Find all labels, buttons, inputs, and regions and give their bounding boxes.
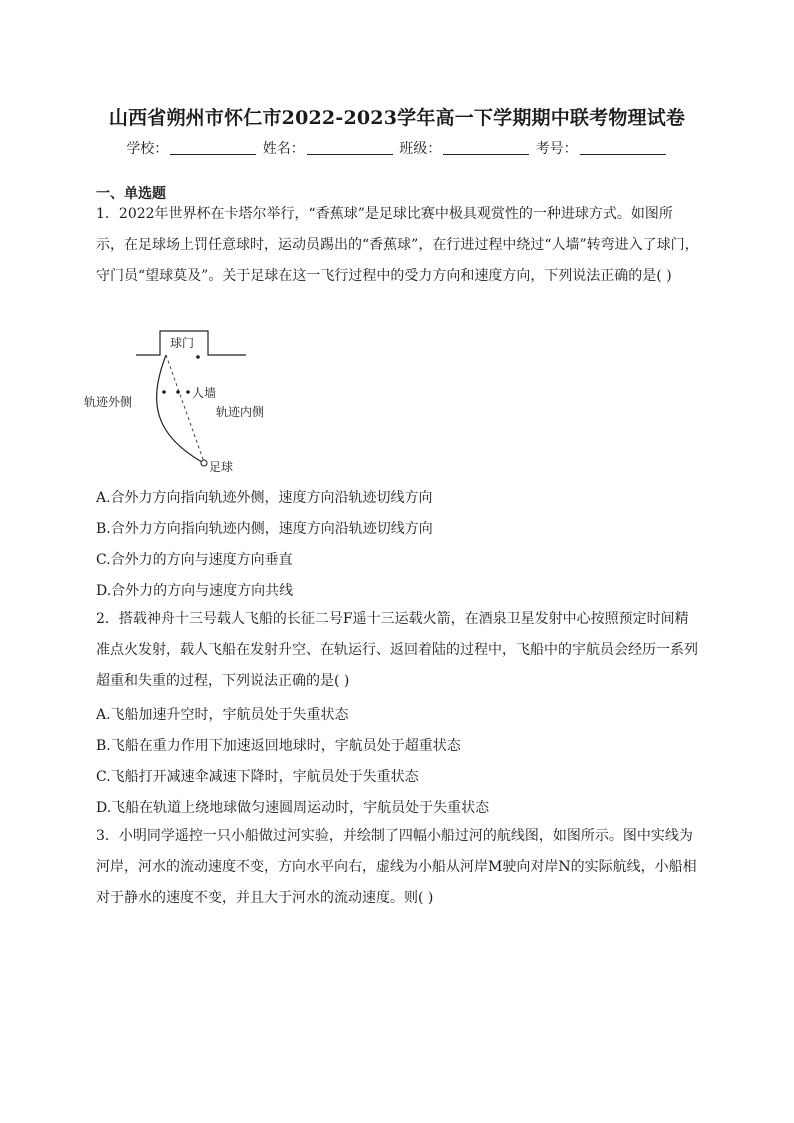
trajectory-curve [157,355,202,462]
question-1-option-c[interactable]: C.合外力的方向与速度方向垂直 [96,552,293,568]
dashed-line [166,355,204,462]
goal-label: 球门 [170,336,195,350]
wall-dot [176,390,180,394]
question-3-text: 3．小明同学遥控一只小船做过河实验，并绘制了四幅小船过河的航线图，如图所示。图中实线为河岸，河水的流动速度不变，方向水平向右，虚线为小船从河岸M驶向对岸N的实际航线，小船相对于静水的速度不变，并且大于河水的流动速度。则( ) [96,828,697,906]
question-1-option-a[interactable]: A.合外力方向指向轨迹外侧，速度方向沿轨迹切线方向 [96,490,433,506]
question-2-option-a[interactable]: A.飞船加速升空时，宇航员处于失重状态 [96,707,349,723]
question-2-option-d[interactable]: D.飞船在轨道上绕地球做匀速圆周运动时，宇航员处于失重状态 [96,800,490,816]
class-label: 班级： [399,141,442,157]
student-info-line [0,138,794,158]
wall-dot [162,390,166,394]
name-blank[interactable] [307,142,393,155]
ball-marker [201,460,207,466]
id-blank[interactable] [580,142,666,155]
page-title: 山西省朔州市怀仁市2022-2023学年高一下学期期中联考物理试卷 [108,107,686,129]
question-2-option-b[interactable]: B.飞船在重力作用下加速返回地球时，宇航员处于超重状态 [96,738,461,754]
inner-label: 轨迹内侧 [216,405,265,419]
ball-label: 足球 [209,460,234,474]
school-label: 学校： [126,141,169,157]
question-2-option-c[interactable]: C.飞船打开减速伞减速下降时，宇航员处于失重状态 [96,769,419,785]
name-label: 姓名： [262,141,305,157]
question-2-text: 2．搭载神舟十三号载人飞船的长征二号F遥十三运载火箭，在酒泉卫星发射中心按照预定时间精准点火发射，载人飞船在发射升空、在轨运行、返回着陆的过程中，飞船中的宇航员会经历一系列超重和失重的过程，下列说法正确的是( ) [96,611,698,689]
wall-label: 人墙 [192,386,217,400]
question-1-option-d[interactable]: D.合外力的方向与速度方向共线 [96,583,294,599]
section-title: 一、单选题 [96,186,166,202]
goal-dot [196,355,200,359]
school-blank[interactable] [170,142,256,155]
question-1-text: 1．2022年世界杯在卡塔尔举行，“香蕉球”是足球比赛中极具观赏性的一种进球方式。如图所示，在足球场上罚任意球时，运动员踢出的“香蕉球”，在行进过程中绕过“人墙”转弯进入了球门，守门员“望球莫及”。关于足球在这一飞行过程中的受力方向和速度方向，下列说法正确的是( ) [96,206,699,284]
question-1-figure [80,322,280,482]
outer-label: 轨迹外侧 [84,395,133,409]
class-blank[interactable] [443,142,529,155]
wall-dot [186,390,190,394]
question-1-option-b[interactable]: B.合外力方向指向轨迹内侧，速度方向沿轨迹切线方向 [96,521,433,537]
id-label: 考号： [535,141,578,157]
